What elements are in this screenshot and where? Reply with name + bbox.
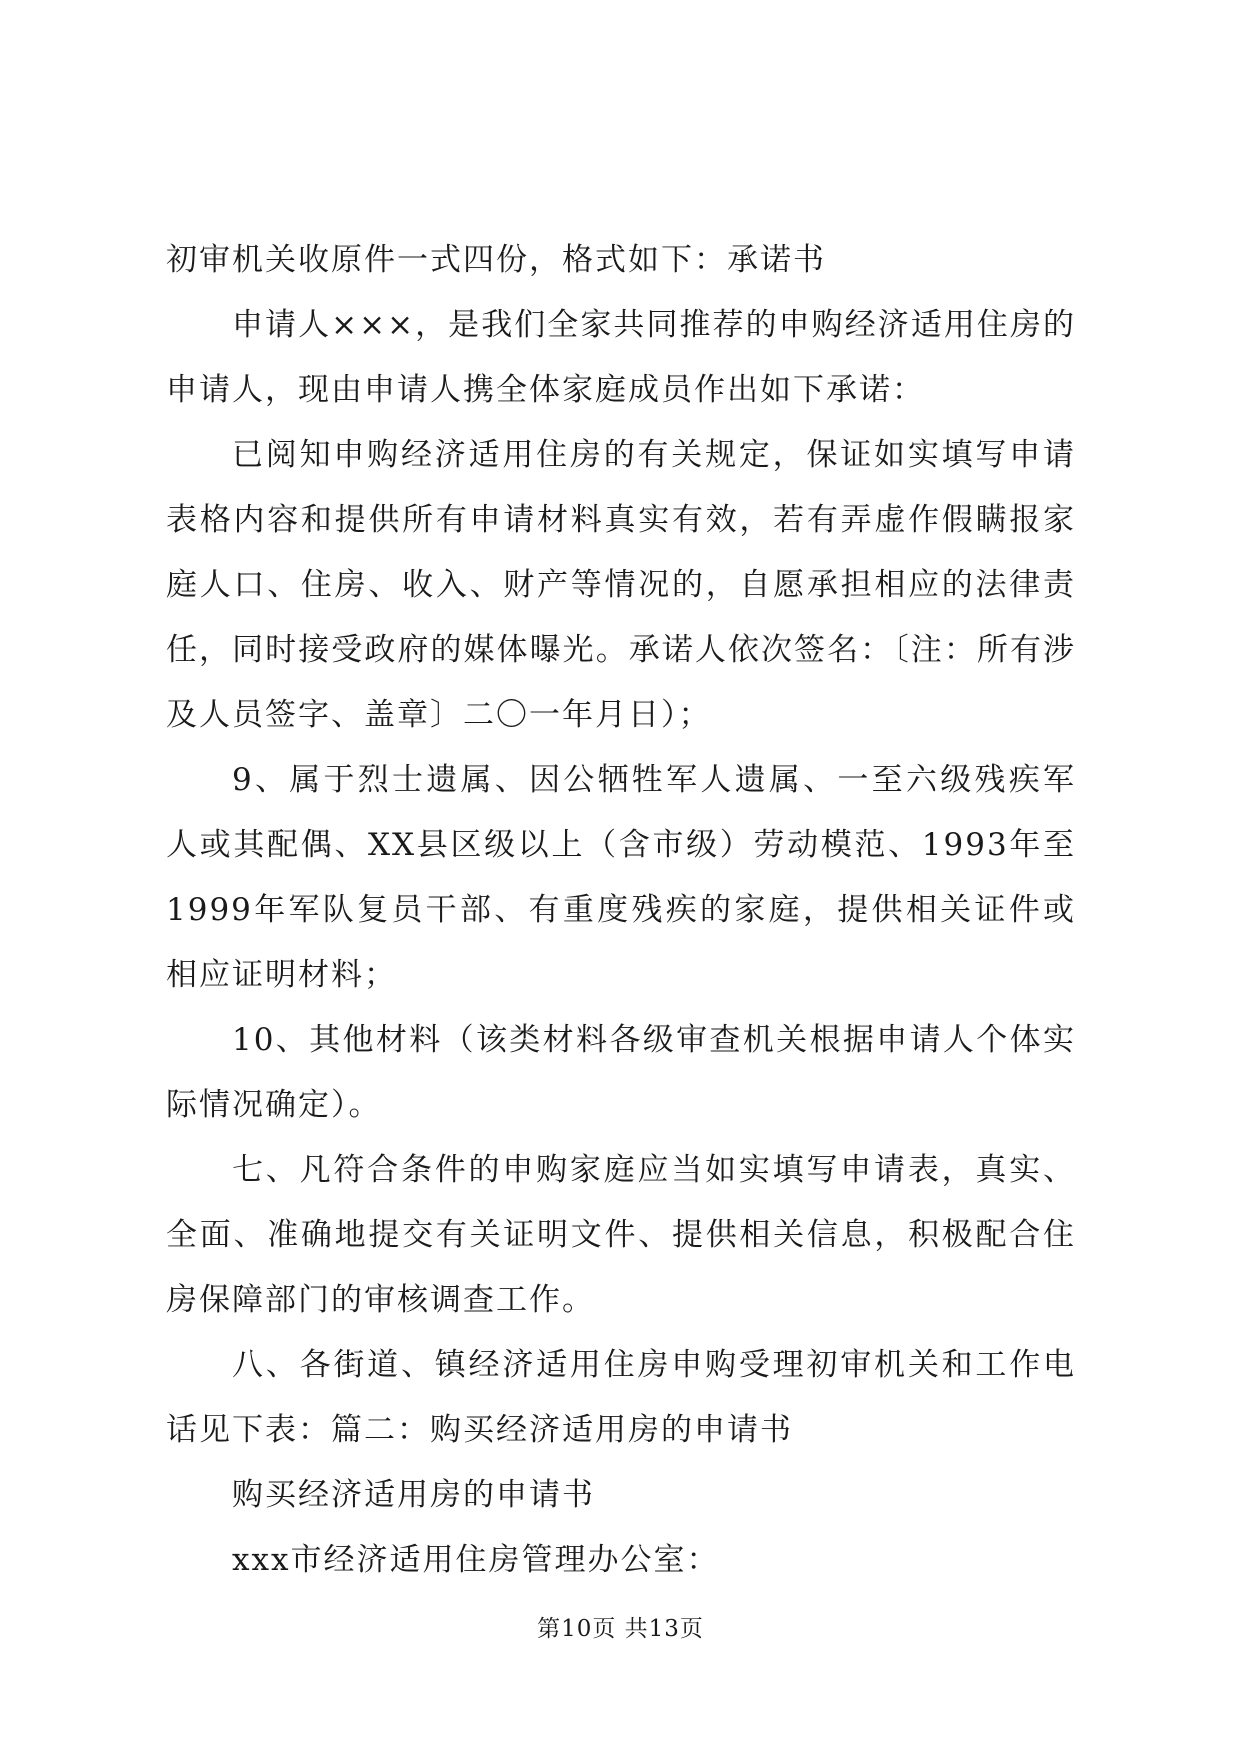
paragraph-applicant-statement: 申请人×××，是我们全家共同推荐的申购经济适用住房的申请人，现由申请人携全体家庭成员作出如下承诺： [166, 307, 1076, 408]
paragraph-item-9: 9、属于烈士遗属、因公牺牲军人遗属、一至六级残疾军人或其配偶、XX县区级以上（含市级）劳动模范、1993年至1999年军队复员干部、有重度残疾的家庭，提供相关证件或相应证明材料； [166, 762, 1076, 993]
paragraph-commitment-content: 已阅知申购经济适用住房的有关规定，保证如实填写申请表格内容和提供所有申请材料真实有效，若有弄虚作假瞒报家庭人口、住房、收入、财产等情况的，自愿承担相应的法律责任，同时接受政府的媒体曝光。承诺人依次签名：〔注：所有涉及人员签字、盖章〕二〇一年月日）； [166, 437, 1076, 733]
paragraph-section-8: 八、各街道、镇经济适用住房申购受理初审机关和工作电话见下表：篇二：购买经济适用房的申请书 [166, 1347, 1076, 1448]
paragraph-commitment-intro: 初审机关收原件一式四份，格式如下：承诺书 [166, 242, 826, 278]
paragraph-item-10: 10、其他材料（该类材料各级审查机关根据申请人个体实际情况确定）。 [166, 1022, 1076, 1123]
paragraph-section-7: 七、凡符合条件的申购家庭应当如实填写申请表，真实、全面、准确地提交有关证明文件、提供相关信息，积极配合住房保障部门的审核调查工作。 [166, 1152, 1076, 1318]
page-number-footer: 第10页 共13页 [537, 1616, 704, 1642]
document-body [166, 228, 1076, 1593]
paragraph-addressee: xxx市经济适用住房管理办公室： [232, 1542, 720, 1578]
paragraph-application-title: 购买经济适用房的申请书 [232, 1477, 595, 1513]
